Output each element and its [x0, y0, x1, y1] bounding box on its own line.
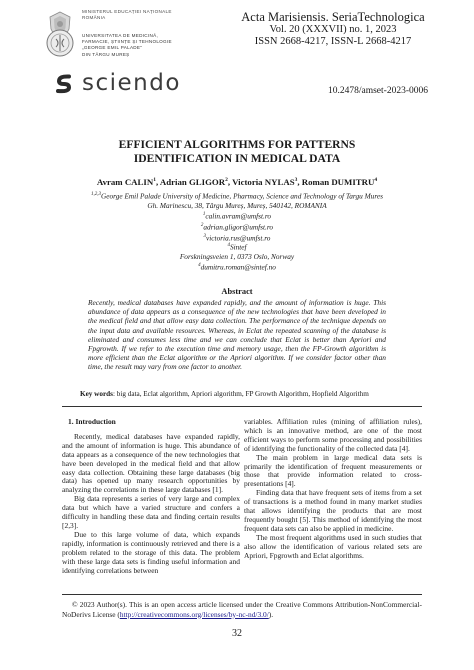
journal-info	[238, 10, 428, 48]
publisher-logo	[54, 70, 181, 96]
divider	[62, 406, 422, 407]
author-name: Adrian GLIGOR	[159, 177, 226, 187]
university-header	[44, 9, 214, 59]
journal-volume: Vol. 20 (XXXVII) no. 1, 2023	[269, 24, 397, 35]
body-paragraph: The most frequent algorithms used in such studies that also allow the identification of various related sets are Apriori, Fpgrowth and Eclat algorithms.	[244, 532, 422, 560]
email: adrian.gligor@umfst.ro	[203, 222, 274, 232]
author-emails: $^1$calin.avram@umfst.ro $^2$adrian.gligor@umfst.ro $^3$victoria.rus@umfst.ro	[200, 211, 274, 243]
body-paragraph: The main problem in large medical data sets is primarily the identification of frequent measurements or those that provide information related to cross-presentations [4].	[244, 452, 422, 489]
affiliation-2: $^4$Sintef Forskningsveien 1, 0373 Oslo, Norway $^4$dumitru.roman@sintef.no	[179, 242, 295, 272]
journal-issn: ISSN 2668-4217, ISSN-L 2668-4217	[254, 36, 412, 47]
email: calin.avram@umfst.ro	[205, 211, 272, 221]
sciendo-logo-icon	[54, 72, 74, 94]
university-logo-icon	[44, 27, 76, 59]
article-title: EFFICIENT ALGORITHMS FOR PATTERNS IDENTIFICATION IN MEDICAL DATA	[118, 138, 356, 165]
body-paragraph: Due to this large volume of data, which expands rapidly, information is continuously retrieved and there is a problem related to the storage of this data. The problem with these large data sets is finding useful information and identifying correlations between	[62, 529, 240, 575]
publisher-name: sciendo	[82, 70, 181, 96]
left-column	[62, 418, 240, 575]
right-column	[244, 418, 422, 561]
abstract-heading: Abstract	[221, 287, 253, 296]
author-list: Avram CALIN$^1$, Adrian GLIGOR$^2$, Victoria NYLAS$^3$, Roman DUMITRU$^4$	[96, 177, 378, 187]
keywords-list: : big data, Eclat algorithm, Apriori algorithm, FP Growth Algorithm, Hopfield Algorithm	[112, 390, 369, 398]
body-paragraph: Finding data that have frequent sets of items from a set of transactions is a method found in many market studies that allows identifying the products that are most frequently bought [5]. This method of identifying the most frequent data sets can also be applied in medicine.	[244, 488, 422, 533]
license-link[interactable]: http://creativecommons.org/licenses/by-nc-nd/3.0/	[119, 609, 269, 619]
affiliation-1: $^{1,2,3}$George Emil Palade University of Medicine, Pharmacy, Science and Technology of Targu Mures Gh. Marinescu, 38, Târgu Mureș, Mureș, 540142, ROMANIA	[91, 191, 383, 210]
doi: 10.2478/amset-2023-0006	[327, 86, 428, 96]
section-heading: 1. Introduction	[68, 417, 116, 426]
license-notice: © 2023 Author(s). This is an open access article licensed under the Creative Commons Attribution-NonCommercial-NoDerivs License (http://creativecommons.org/licenses/by-nc-nd/3.0/).	[62, 600, 422, 619]
university-name: UNIVERSITATEA DE MEDICINĂ, FARMACIE, ȘTIINȚE ȘI TEHNOLOGIE „GEORGE EMIL PALADE" DIN TÂRGU MUREȘ	[82, 33, 172, 57]
body-paragraph: variables. Affiliation rules (mining of affiliation rules), which is an innovative method, are one of the most efficient ways to perform some processing and possibilities of identifying the functionality of the collected data [4].	[244, 417, 422, 453]
keywords	[80, 390, 400, 398]
divider	[62, 594, 422, 595]
email: victoria.rus@umfst.ro	[206, 233, 271, 243]
page-number: 32	[232, 628, 242, 639]
journal-title: Acta Marisiensis. SeriaTechnologica	[241, 10, 425, 24]
body-paragraph: Big data represents a series of very large and complex data but which have a varied structure and confers a difficulty in handling these data and finding certain results [2,3].	[62, 494, 240, 530]
ministry-label: MINISTERUL EDUCAȚIEI NAȚIONALE ROMÂNIA	[82, 9, 172, 21]
abstract-text: Recently, medical databases have expanded rapidly, and the amount of information is huge. This abundance of data appears as a consequence of the new technologies that have been developed in the medical field and that allow easy data collection. The performance of the technique depends on the input data and available resources. Whereas, in Eclat the repeated scanning of the database is eliminated and consumes less time and we can conclude that Eclat is better than Apriori and Fpgrowth. If we refer to the execution time and memory usage, then the FP-Growth algorithm is more efficient than the Eclat algorithm or the Apriori algorithm. If we consider factor other than time, the result may vary from one factor to another.	[88, 298, 386, 372]
keywords-label: Key words	[80, 390, 113, 398]
author-name: Victoria NYLAS	[232, 177, 295, 187]
author-name: Avram CALIN	[96, 177, 154, 187]
body-paragraph: Recently, medical databases have expanded rapidly, and the amount of information is huge. This abundance of data appears as a consequence of the new technologies that have been developed in the medical field and that allow easy data collection. Obtaining these large databases (big data) has opened up many research opportunities by analyzing the correlations in these large databases [1].	[62, 431, 240, 495]
author-name: Roman DUMITRU	[301, 177, 375, 187]
email: dumitru.roman@sintef.no	[200, 262, 276, 272]
